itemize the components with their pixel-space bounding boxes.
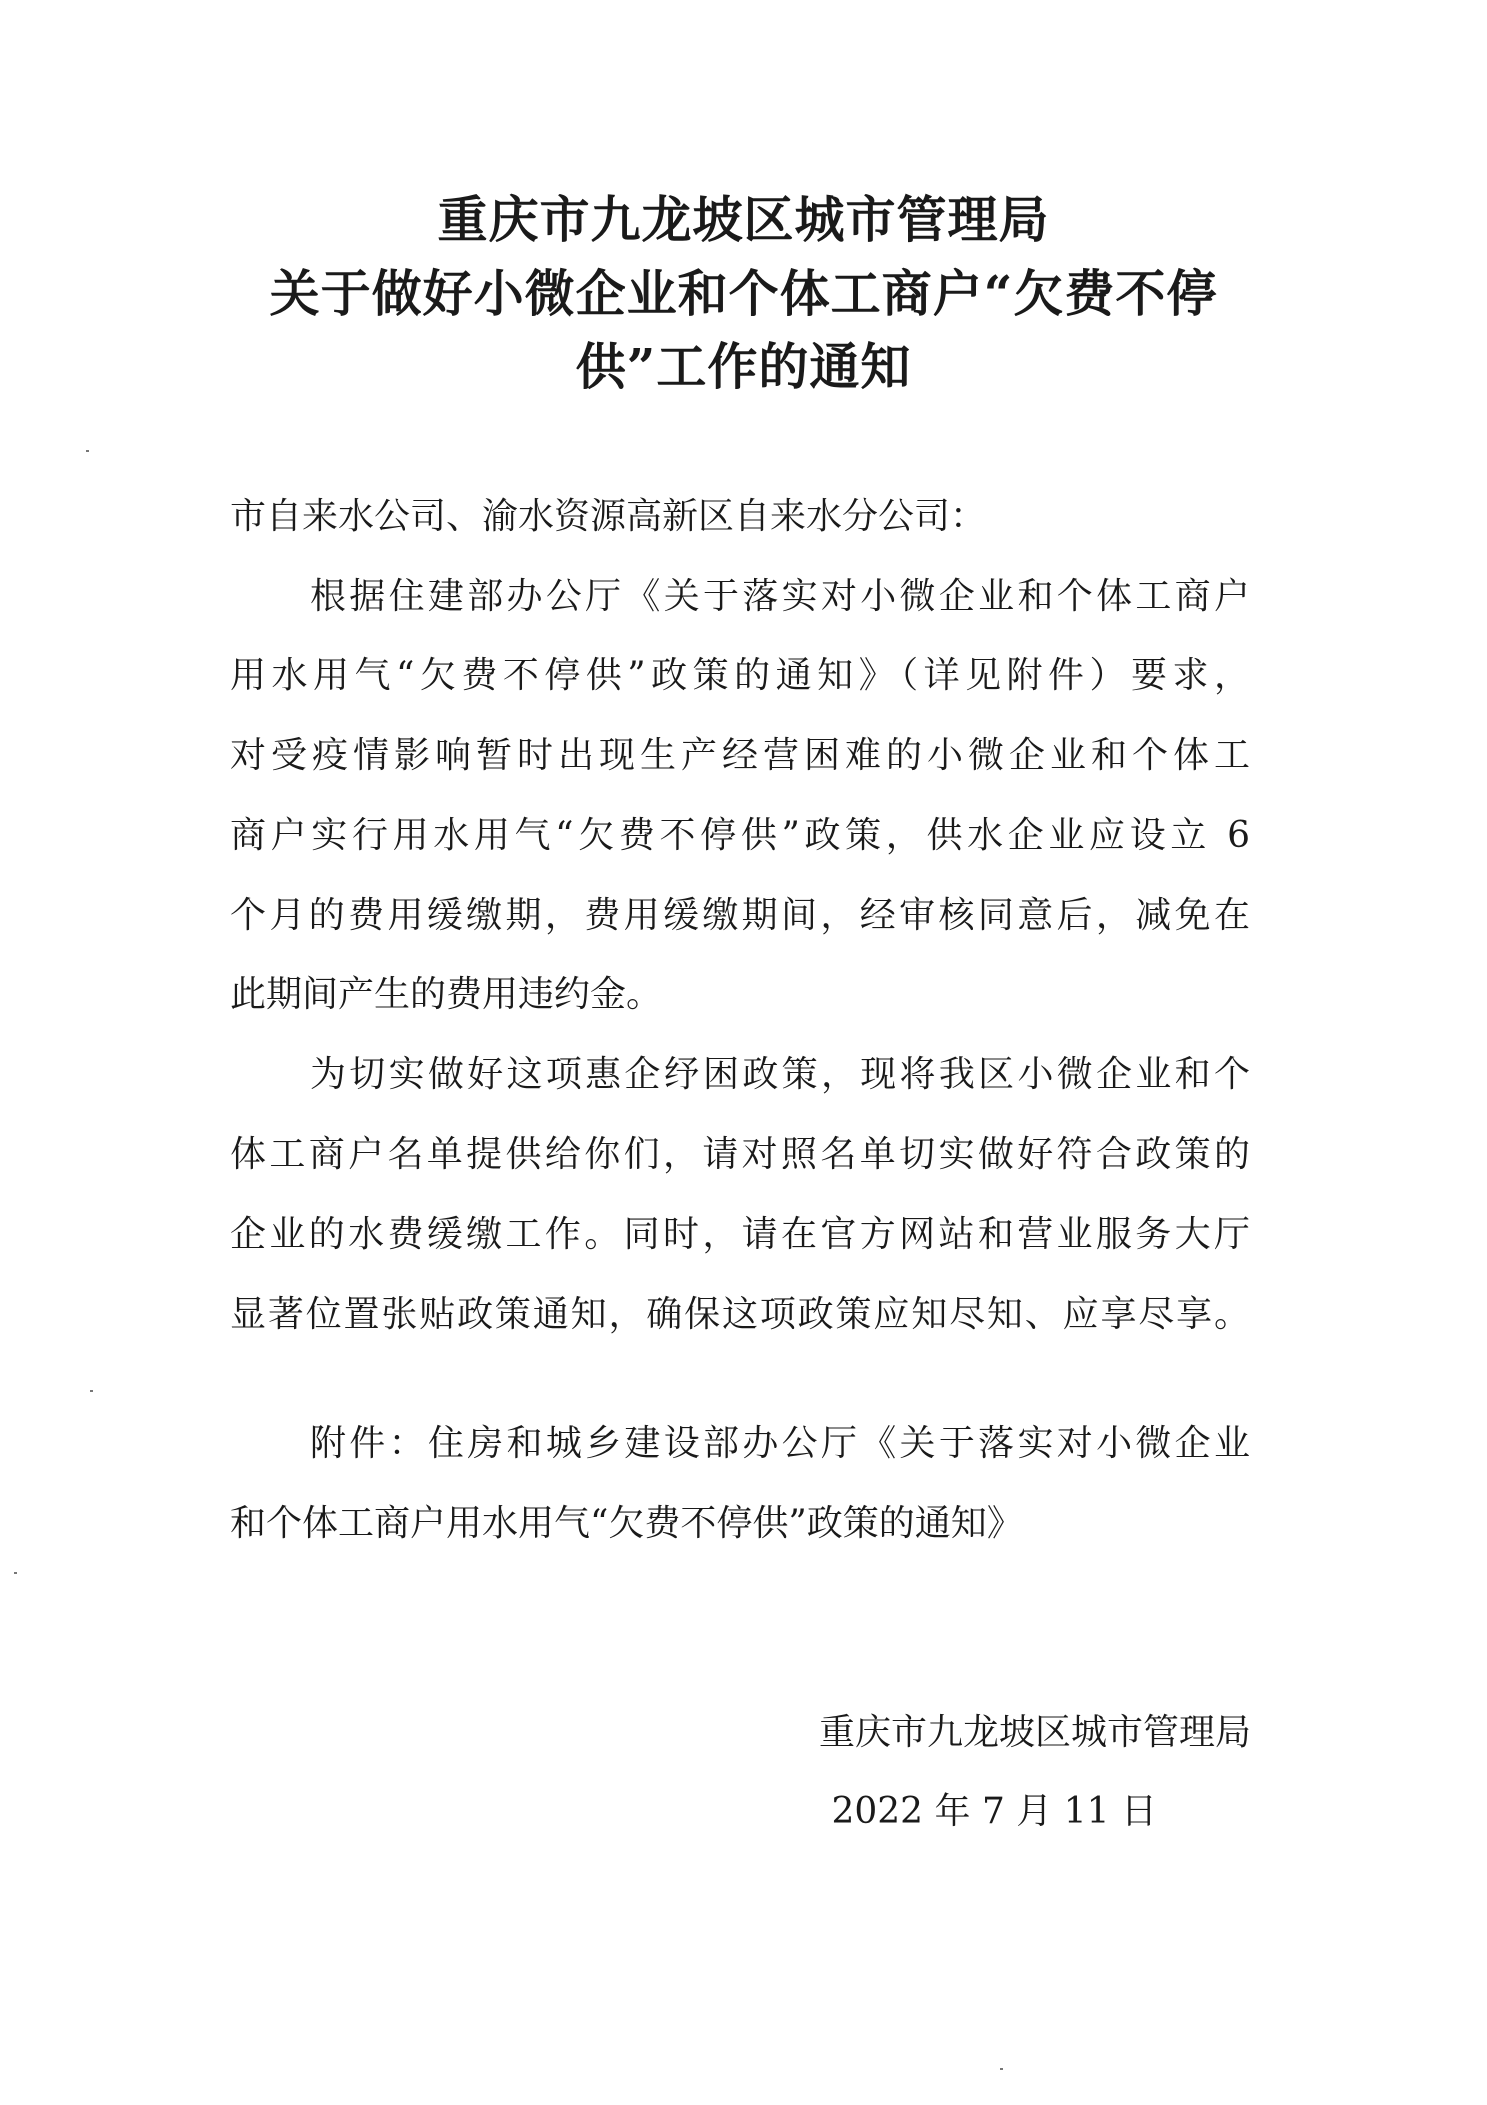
document-title-line-3: 供”工作的通知 <box>575 337 912 396</box>
issuing-organization: 重庆市九龙坡区城市管理局 <box>818 1712 1251 1753</box>
paragraph-1-line: 商户实行用水用气“欠费不停供”政策，供水企业应设立 6 <box>230 815 1250 856</box>
paragraph-1-line: 根据住建部办公厅《关于落实对小微企业和个体工商户 <box>310 576 1250 617</box>
paragraph-1-line: 个月的费用缓缴期，费用缓缴期间，经审核同意后，减免在 <box>230 895 1250 936</box>
paragraph-2-line: 显著位置张贴政策通知，确保这项政策应知尽知、应享尽享。 <box>230 1294 1250 1335</box>
attachment-line: 附件：住房和城乡建设部办公厅《关于落实对小微企业 <box>310 1423 1250 1464</box>
document-title-line-1: 重庆市九龙坡区城市管理局 <box>437 190 1050 249</box>
paragraph-1-line: 对受疫情影响暂时出现生产经营困难的小微企业和个体工 <box>230 735 1250 776</box>
paragraph-2-line: 为切实做好这项惠企纾困政策，现将我区小微企业和个 <box>310 1054 1250 1095</box>
paragraph-1-line: 此期间产生的费用违约金。 <box>230 974 663 1015</box>
attachment-line: 和个体工商户用水用气“欠费不停供”政策的通知》 <box>230 1503 1023 1544</box>
paragraph-2-line: 体工商户名单提供给你们，请对照名单切实做好符合政策的 <box>230 1134 1250 1175</box>
scan-speck <box>90 1390 93 1392</box>
salutation: 市自来水公司、渝水资源高新区自来水分公司： <box>230 496 987 537</box>
scan-speck <box>1000 2068 1003 2070</box>
paragraph-2-line: 企业的水费缓缴工作。同时，请在官方网站和营业服务大厅 <box>230 1214 1250 1255</box>
issue-date: 2022 年 7 月 11 日 <box>831 1791 1157 1832</box>
scan-speck <box>86 450 89 452</box>
scan-speck <box>14 1572 17 1574</box>
paragraph-1-line: 用水用气“欠费不停供”政策的通知》（详见附件）要求， <box>230 655 1250 696</box>
document-title-line-2: 关于做好小微企业和个体工商户“欠费不停 <box>269 264 1218 323</box>
